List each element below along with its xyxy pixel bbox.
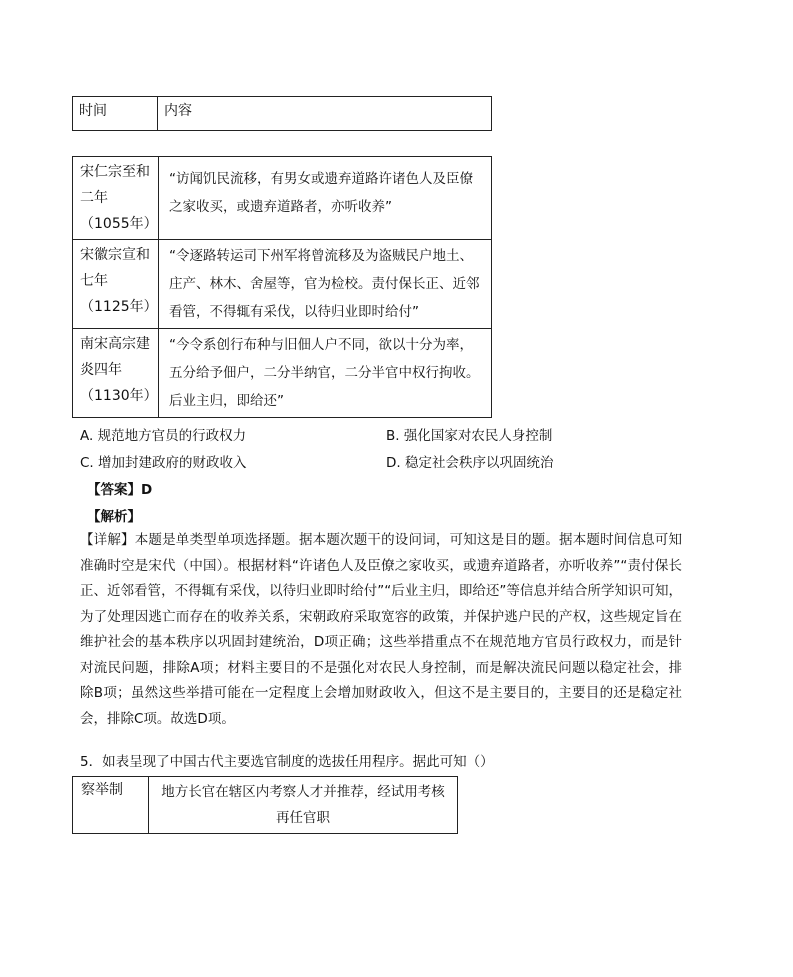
detail-paragraph: 【详解】本题是单类型单项选择题。据本题次题干的设问词，可知这是目的题。据本题时间信息可知准确时空是宋代（中国）。根据材料“许诸色人及臣僚之家收买，或遗弃道路者，亦听收养”“责付保长正、近邻看管，不得辄有采伐，以待归业即时给付”“后业主归，即给还”等信息并结合所学知识可知，为了处理因逃亡而存在的收养关系，宋朝政府采取宽容的政策，并保护逃户民的产权，这些规定旨在维护社会的基本秩序以巩固封建统治，D项正确；这些举措重点不在规范地方官员行政权力，而是针对流民问题，排除A项；材料主要目的不是强化对农民人身控制，而是解决流民问题以稳定社会，排除B项；虽然这些举措可能在一定程度上会增加财政收入，但这不是主要目的，主要目的还是稳定社会，排除C项。故选D项。 bbox=[80, 532, 682, 727]
selection-system-table bbox=[72, 776, 458, 834]
header-content: 内容 bbox=[158, 97, 492, 131]
row-time: 南宋高宗建炎四年（1130年） bbox=[73, 329, 159, 418]
header-table bbox=[72, 96, 492, 131]
answer-label: 【答案】D bbox=[87, 482, 153, 498]
row-time: 宋徽宗宣和七年（1125年） bbox=[73, 240, 159, 329]
table-row bbox=[73, 157, 492, 240]
table-row bbox=[73, 329, 492, 418]
option-d: D. 稳定社会秩序以巩固统治 bbox=[386, 455, 554, 471]
system-procedure: 地方长官在辖区内考察人才并推荐，经试用考核再任官职 bbox=[149, 777, 458, 834]
option-c: C. 增加封建政府的财政收入 bbox=[80, 455, 247, 471]
row-time: 宋仁宗至和二年（1055年） bbox=[73, 157, 159, 240]
row-content: “今令系创行布种与旧佃人户不同，欲以十分为率，五分给予佃户，二分半纳官，二分半官中权行拘收。后业主归，即给还” bbox=[159, 329, 492, 418]
row-content: “令逐路转运司下州军将曾流移及为盗贼民户地土、庄产、林木、舍屋等，官为检校。责付保长正、近邻看管，不得辄有采伐，以待归业即时给付” bbox=[159, 240, 492, 329]
option-b: B. 强化国家对农民人身控制 bbox=[386, 428, 553, 444]
analysis-label: 【解析】 bbox=[87, 509, 141, 525]
material-table bbox=[72, 156, 492, 418]
question-5-stem: 5．如表呈现了中国古代主要选官制度的选拔任用程序。据此可知（） bbox=[80, 754, 494, 770]
system-name: 察举制 bbox=[73, 777, 149, 834]
table-row bbox=[73, 777, 458, 834]
table-row bbox=[73, 240, 492, 329]
header-time: 时间 bbox=[73, 97, 158, 131]
row-content: “访闻饥民流移，有男女或遗弃道路许诸色人及臣僚之家收买，或遗弃道路者，亦听收养” bbox=[159, 157, 492, 240]
option-a: A. 规范地方官员的行政权力 bbox=[80, 428, 247, 444]
